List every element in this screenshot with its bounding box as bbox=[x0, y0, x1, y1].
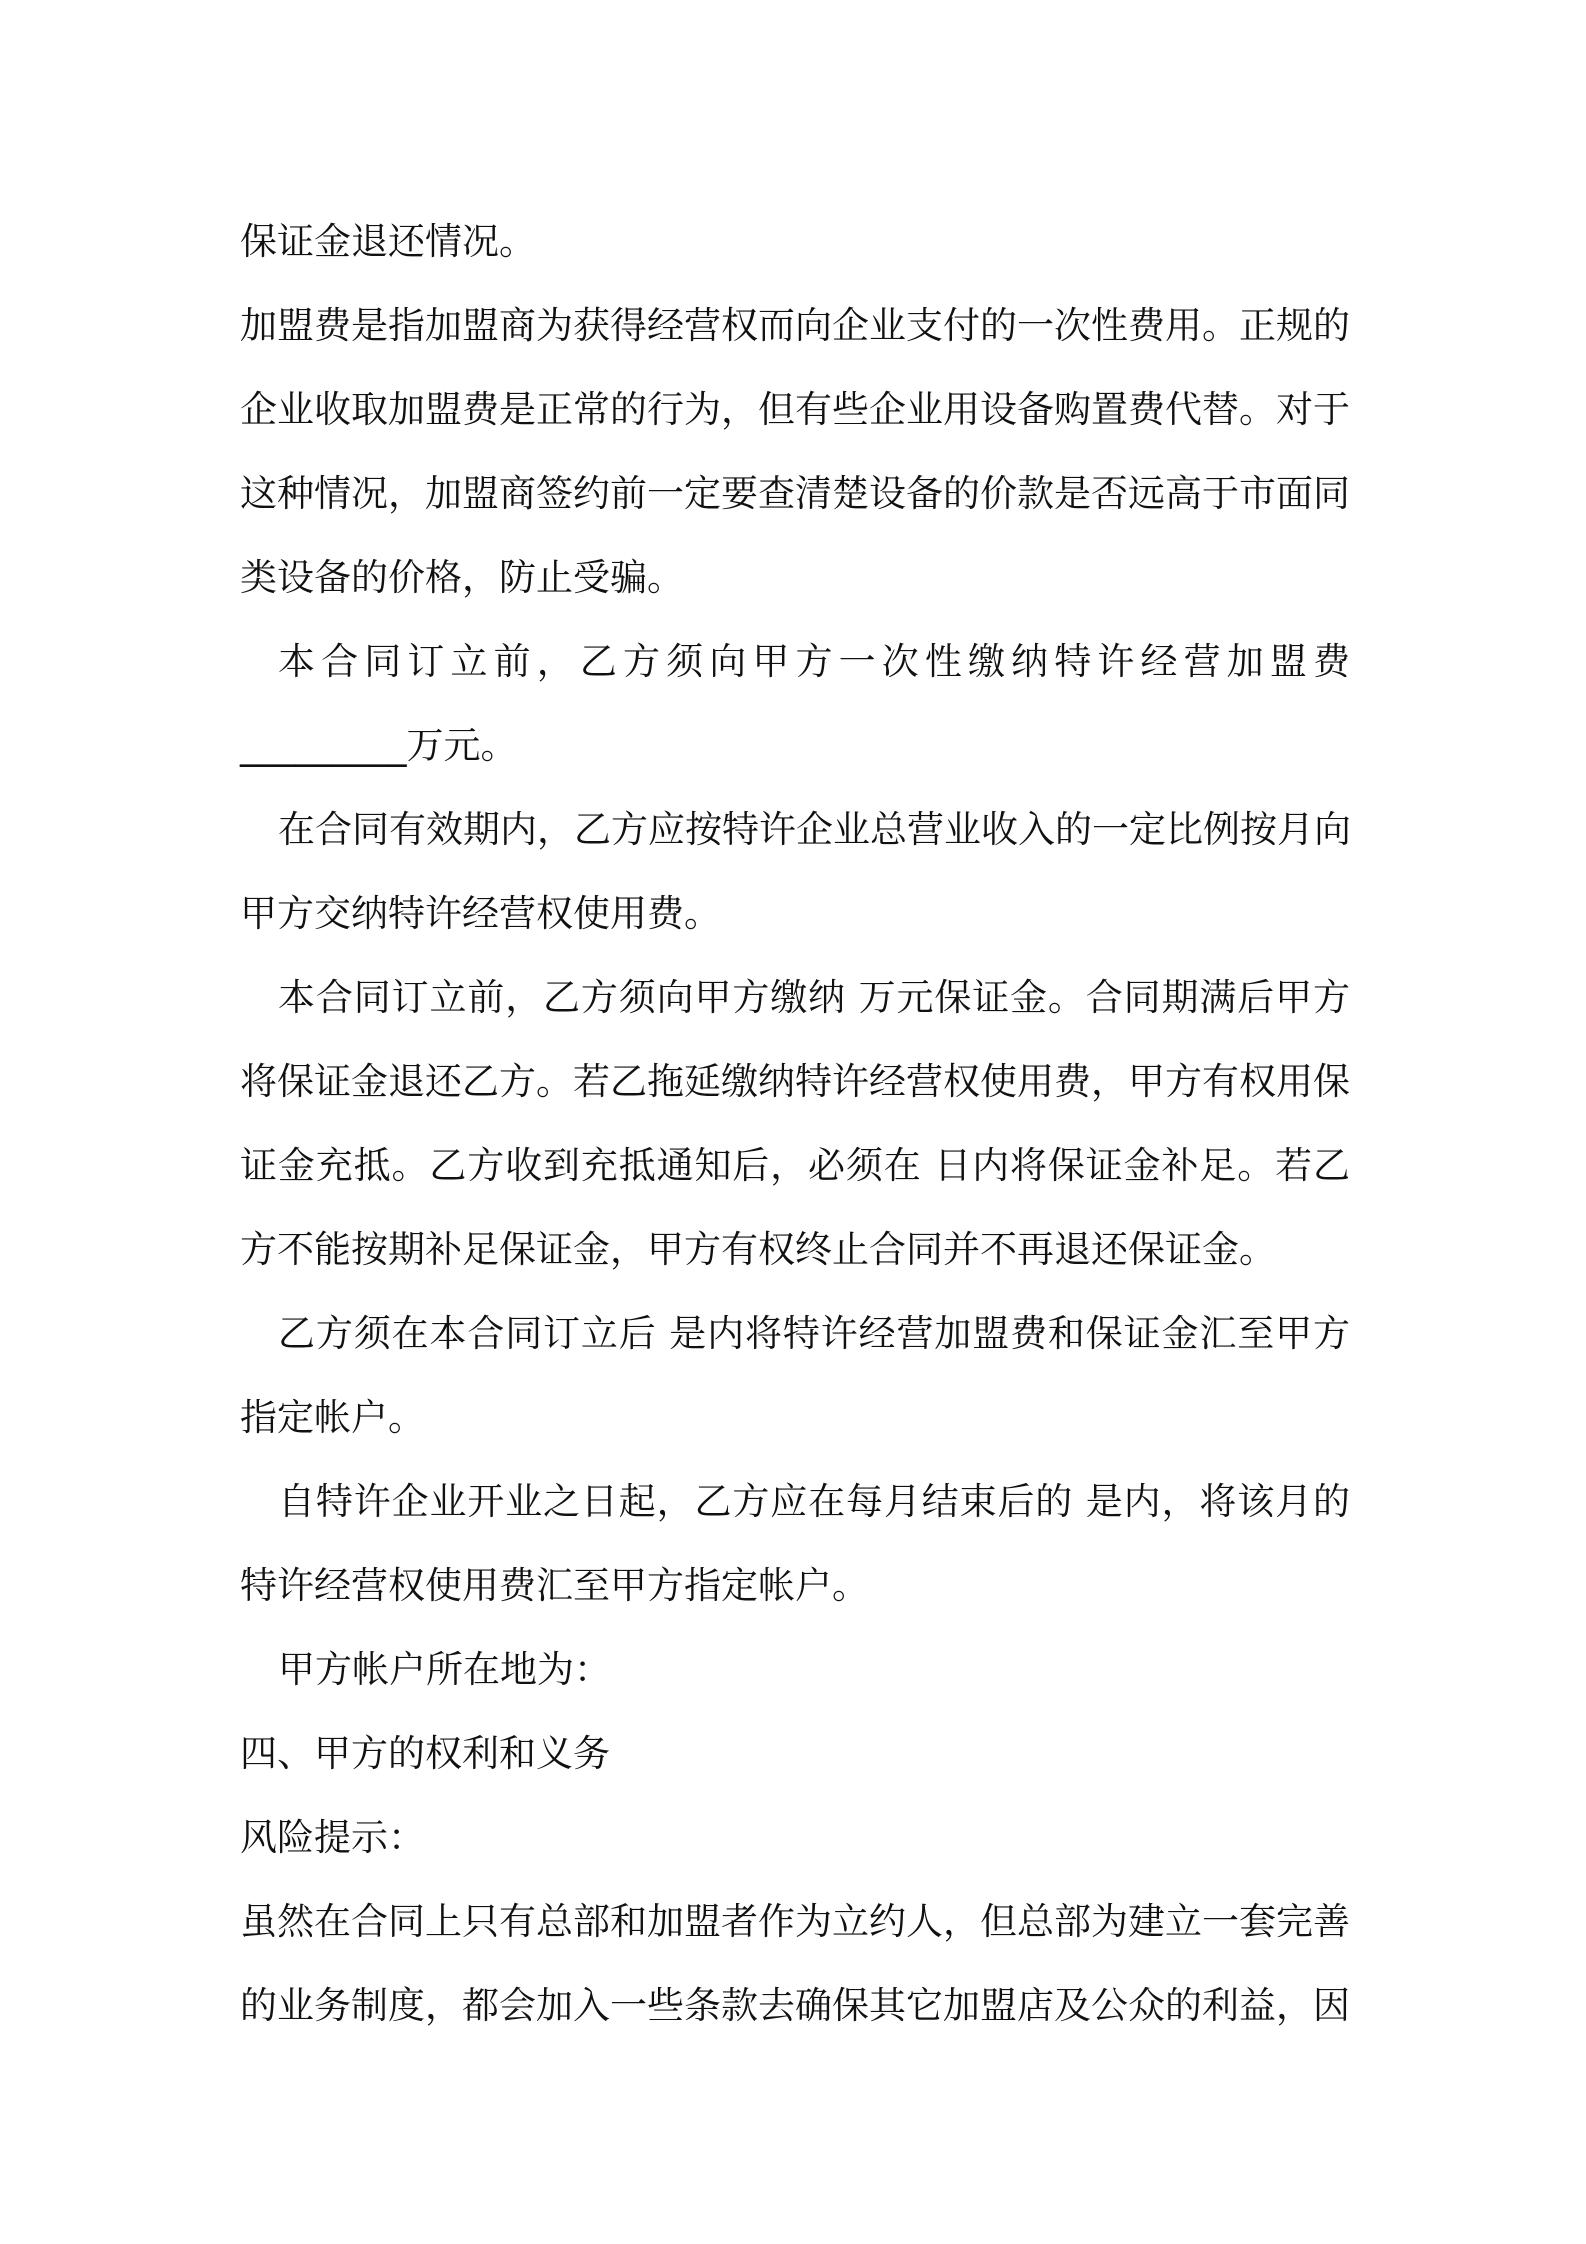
text-line: 方不能按期补足保证金，甲方有权终止合同并不再退还保证金。 bbox=[240, 1228, 1276, 1271]
text-line: 特许经营权使用费汇至甲方指定帐户。 bbox=[240, 1564, 869, 1607]
text-line: 风险提示： bbox=[240, 1816, 425, 1859]
text-line: 本合同订立前，乙方须向甲方一次性缴纳特许经营加盟费 bbox=[278, 640, 1350, 683]
text-line: 甲方交纳特许经营权使用费。 bbox=[240, 892, 721, 935]
text-line: 自特许企业开业之日起，乙方应在每月结束后的 是内，将该月的 bbox=[278, 1480, 1350, 1523]
text-line: 企业收取加盟费是正常的行为，但有些企业用设备购置费代替。对于 bbox=[240, 388, 1350, 431]
text-line: 本合同订立前，乙方须向甲方缴纳 万元保证金。合同期满后甲方 bbox=[278, 976, 1350, 1019]
text-line: 类设备的价格，防止受骗。 bbox=[240, 556, 684, 599]
text-line: _________万元。 bbox=[240, 724, 518, 767]
text-line: 证金充抵。乙方收到充抵通知后，必须在 日内将保证金补足。若乙 bbox=[240, 1144, 1350, 1187]
text-line: 指定帐户。 bbox=[240, 1396, 425, 1439]
text-line: 虽然在合同上只有总部和加盟者作为立约人，但总部为建立一套完善 bbox=[240, 1900, 1350, 1943]
text-line: 将保证金退还乙方。若乙拖延缴纳特许经营权使用费，甲方有权用保 bbox=[240, 1060, 1350, 1103]
text-line: 乙方须在本合同订立后 是内将特许经营加盟费和保证金汇至甲方 bbox=[278, 1312, 1350, 1355]
text-line: 甲方帐户所在地为： bbox=[278, 1648, 611, 1691]
document-page bbox=[240, 200, 1350, 2048]
section-heading: 四、甲方的权利和义务 bbox=[240, 1732, 610, 1775]
text-line: 加盟费是指加盟商为获得经营权而向企业支付的一次性费用。正规的 bbox=[240, 304, 1350, 347]
text-line: 在合同有效期内，乙方应按特许企业总营业收入的一定比例按月向 bbox=[278, 808, 1351, 851]
text-line: 保证金退还情况。 bbox=[240, 220, 536, 263]
text-line: 这种情况，加盟商签约前一定要查清楚设备的价款是否远高于市面同 bbox=[240, 472, 1350, 515]
text-line: 的业务制度，都会加入一些条款去确保其它加盟店及公众的利益，因 bbox=[240, 1984, 1350, 2027]
